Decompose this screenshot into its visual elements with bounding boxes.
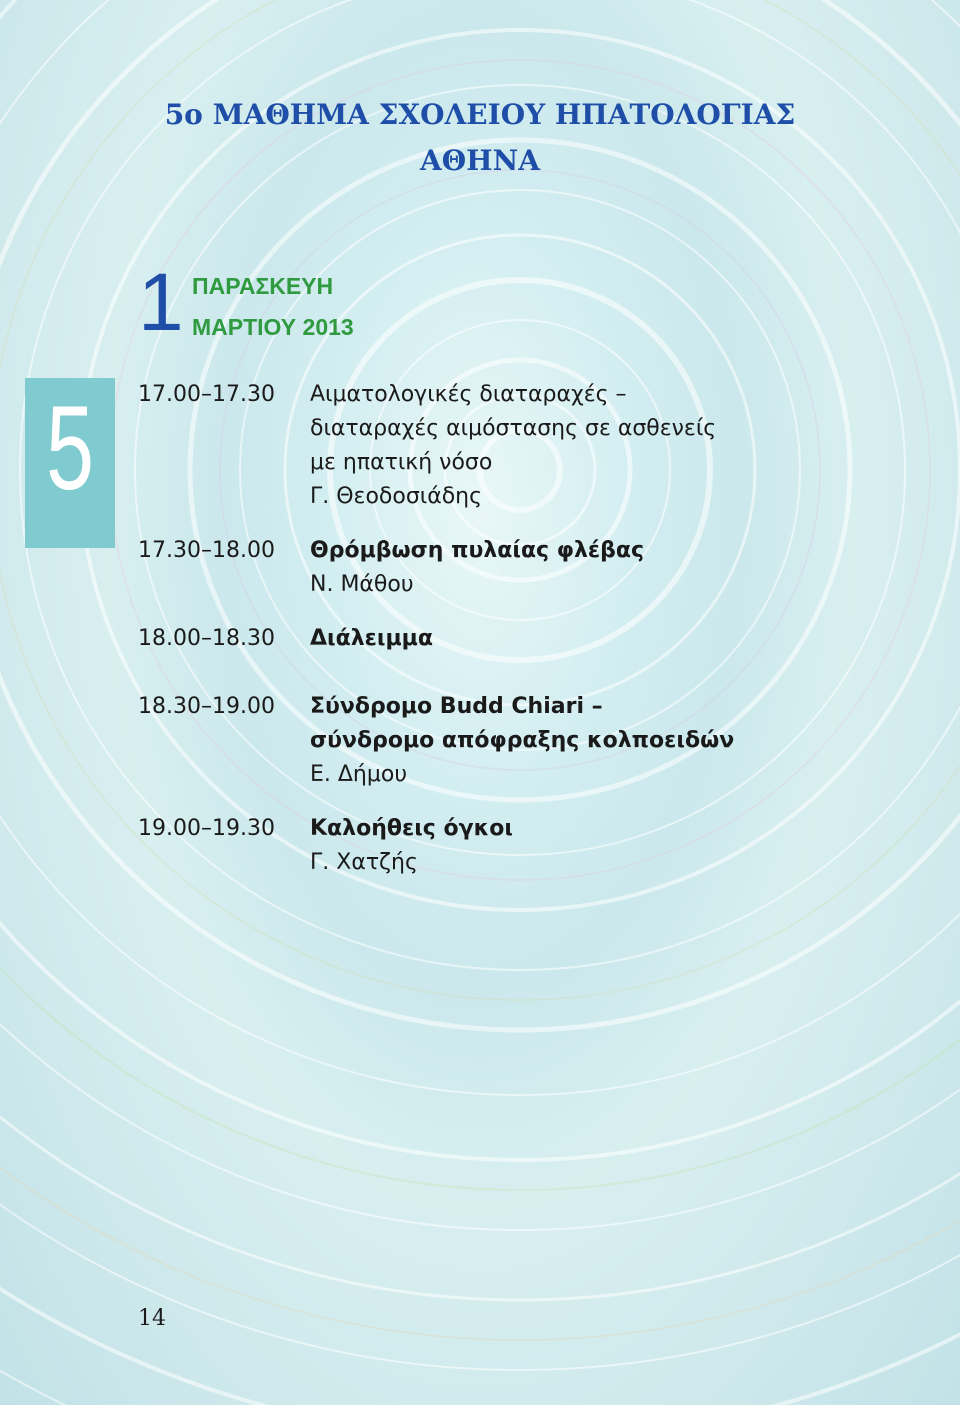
date-weekday: ΠΑΡΑΣΚΕΥΗ bbox=[192, 273, 334, 299]
date-month-year: ΜΑΡΤΙΟΥ 2013 bbox=[192, 314, 354, 340]
session-title: με ηπατική νόσο bbox=[310, 450, 493, 475]
session-title: Διάλειμμα bbox=[310, 626, 433, 651]
session-speaker: Ν. Μάθου bbox=[310, 572, 414, 597]
session-title: Θρόμβωση πυλαίας φλέβας bbox=[310, 538, 645, 563]
session-speaker: Γ. Θεοδοσιάδης bbox=[310, 484, 483, 509]
session-time: 19.00–19.30 bbox=[138, 816, 275, 841]
page-number: 14 bbox=[138, 1306, 166, 1331]
session-time: 17.30–18.00 bbox=[138, 538, 275, 563]
page-title: 5ο ΜΑΘΗΜΑ ΣΧΟΛΕΙΟΥ ΗΠΑΤΟΛΟΓΙΑΣ bbox=[164, 98, 796, 131]
session-title: σύνδρομο απόφραξης κολποειδών bbox=[310, 728, 735, 753]
page-subtitle-city: ΑΘΗΝΑ bbox=[420, 144, 540, 177]
date-day-number: 1 bbox=[138, 257, 182, 348]
session-title: Αιματολογικές διαταραχές – bbox=[310, 382, 627, 407]
session-title: Σύνδρομο Budd Chiari – bbox=[310, 694, 603, 719]
session-time: 17.00–17.30 bbox=[138, 382, 275, 407]
day-tab bbox=[25, 378, 115, 548]
session-speaker: Γ. Χατζής bbox=[310, 850, 418, 875]
session-title: Καλοήθεις όγκοι bbox=[310, 816, 513, 841]
session-title: διαταραχές αιμόστασης σε ασθενείς bbox=[310, 416, 717, 441]
day-tab-number: 5 bbox=[45, 381, 95, 515]
session-time: 18.30–19.00 bbox=[138, 694, 275, 719]
session-time: 18.00–18.30 bbox=[138, 626, 275, 651]
session-speaker: Ε. Δήμου bbox=[310, 762, 408, 787]
